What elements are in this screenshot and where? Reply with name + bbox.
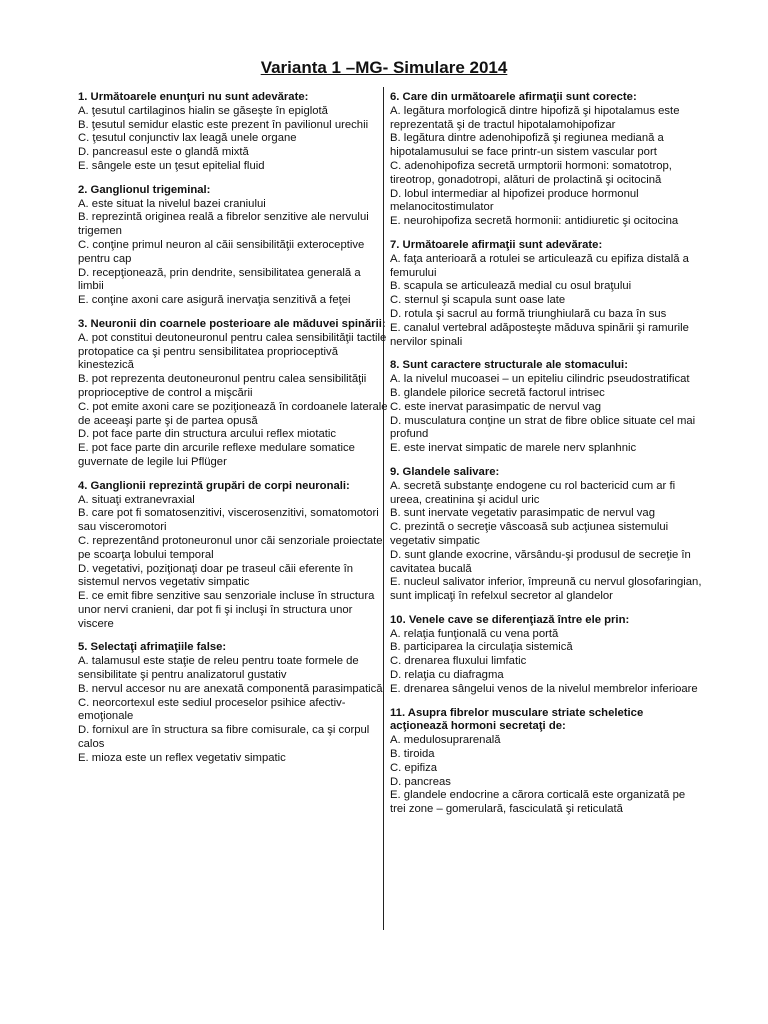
column-divider — [383, 87, 384, 930]
answer-option: C. drenarea fluxului limfatic — [390, 655, 527, 668]
answer-option: B. participarea la circulaţia sistemică — [390, 641, 573, 654]
answer-option: C. reprezentând protoneuronul unor căi senzoriale proiectate pe scoarţa lobului temporal — [78, 534, 383, 561]
answer-option: B. scapula se articulează medial cu osul braţului — [390, 280, 632, 293]
answer-option: E. pot face parte din arcurile reflexe medulare somatice guvernate de legile lui Pflüger — [78, 442, 355, 468]
answer-option: B. ţesutul semidur elastic este prezent în pavilionul urechii — [78, 118, 369, 131]
question-block — [78, 318, 388, 470]
question-title: 9. Glandele salivare: — [390, 465, 500, 478]
answer-option: E. ce emit fibre senzitive sau senzoriale incluse în structura unor nervi cranieni, dar pot fi şi incluşi în structura unor viscere — [78, 590, 375, 630]
answer-option: E. drenarea sângelui venos de la nivelul membrelor inferioare — [390, 682, 698, 695]
answer-option: E. glandele endocrine a cărora corticală este organizată pe trei zone – gomerulară, fasciculată şi reticulată — [390, 789, 686, 816]
answer-option: E. este inervat simpatic de marele nerv splanhnic — [390, 442, 637, 455]
answer-option: C. neorcortexul este sediul proceselor psihice afectiv-emoţionale — [78, 696, 346, 723]
answer-option: A. pot constitui deutoneuronul pentru calea sensibilităţii tactile protopatice ca şi pentru sensibilitatea proprioceptivă kinestezică — [78, 331, 387, 372]
question-title: 3. Neuronii din coarnele posterioare ale măduvei spinării: — [78, 317, 386, 330]
question-block — [390, 359, 702, 456]
answer-option: A. relaţia funţională cu vena portă — [390, 627, 559, 640]
answer-option: D. pot face parte din structura arcului reflex miotatic — [78, 428, 337, 441]
answer-option: E. sângele este un ţesut epitelial fluid — [78, 159, 265, 172]
question-title: 2. Ganglionul trigeminal: — [78, 183, 211, 196]
answer-option: E. nucleul salivator inferior, împreună cu nervul glosofaringian, sunt implicaţi în refelxul secretor al glandelor — [390, 576, 702, 603]
answer-option: E. conţine axoni care asigură inervaţia senzitivă a feţei — [78, 294, 351, 307]
answer-option: A. la nivelul mucoasei – un epiteliu cilindric pseudostratificat — [390, 373, 690, 386]
question-block — [390, 614, 702, 697]
answer-option: C. ţesutul conjunctiv lax leagă unele organe — [78, 132, 297, 145]
answer-option: C. adenohipofiza secretă urmptorii hormoni: somatotrop, tireotrop, gonadotropi, alături de prolactină şi ocitocină — [390, 159, 672, 186]
answer-option: C. este inervat parasimpatic de nervul vag — [390, 400, 601, 413]
answer-option: A. faţa anterioară a rotulei se articulează cu epifiza distală a femurului — [390, 252, 689, 279]
answer-option: C. sternul şi scapula sunt oase late — [390, 294, 566, 307]
question-title: 7. Următoarele afirmaţii sunt adevărate: — [390, 238, 603, 251]
question-title: 4. Ganglionii reprezintă grupări de corpi neuronali: — [78, 479, 350, 492]
answer-option: D. pancreas — [390, 775, 451, 788]
answer-option: D. relaţia cu diafragma — [390, 669, 504, 682]
answer-option: A. este situat la nivelul bazei craniului — [78, 197, 266, 210]
answer-option: D. sunt glande exocrine, vărsându-şi produsul de secreţie în cavitatea bucală — [390, 548, 691, 575]
question-title: 11. Asupra fibrelor musculare striate scheletice acţionează hormoni secretaţi de: — [390, 706, 644, 733]
answer-option: B. glandele pilorice secretă factorul intrisec — [390, 386, 605, 399]
question-block — [78, 480, 388, 632]
answer-option: A. legătura morfologică dintre hipofiză şi hipotalamus este reprezentată şi de tractul hipotalamohipofizar — [390, 104, 680, 131]
answer-option: B. tiroida — [390, 748, 435, 761]
question-block — [78, 184, 388, 308]
answer-option: E. neurohipofiza secretă hormonii: antidiuretic şi ocitocina — [390, 215, 679, 228]
answer-option: B. pot reprezenta deutoneuronul pentru calea sensibilităţii proprioceptive de control a mişcării — [78, 373, 367, 399]
answer-option: C. conţine primul neuron al căii sensibilităţii exteroceptive pentru cap — [78, 238, 365, 265]
answer-option: C. prezintă o secreţie vâscoasă sub acţiunea sistemului vegetativ simpatic — [390, 521, 669, 547]
answer-option: C. epifiza — [390, 761, 438, 774]
question-block — [390, 466, 702, 604]
right-column — [390, 91, 702, 827]
answer-option: D. vegetativi, poziţionaţi doar pe traseul căii eferente în sistemul nervos vegetativ simpatic — [78, 562, 354, 589]
page-title: Varianta 1 –MG- Simulare 2014 — [260, 58, 508, 77]
question-title: 1. Următoarele enunţuri nu sunt adevărate: — [78, 91, 309, 103]
left-column — [78, 91, 388, 776]
answer-option: B. care pot fi somatosenzitivi, viscerosenzitivi, somatomotori sau visceromotori — [78, 507, 379, 534]
answer-option: D. lobul intermediar al hipofizei produce hormonul melanocitostimulator — [390, 187, 639, 214]
answer-option: A. medulosuprarenală — [390, 734, 501, 747]
answer-option: A. talamusul este staţie de releu pentru toate formele de sensibilitate şi pentru analizatorul gustativ — [78, 655, 359, 682]
answer-option: B. reprezintă originea reală a fibrelor senzitive ale nervului trigemen — [78, 211, 369, 238]
question-block — [390, 239, 702, 349]
answer-option: A. situaţi extranevraxial — [78, 493, 195, 506]
answer-option: D. rotula şi sacrul au formă triunghiulară cu baza în sus — [390, 307, 667, 320]
answer-option: A. secretă substanţe endogene cu rol bactericid cum ar fi ureea, creatinina şi acidul uric — [390, 479, 676, 506]
answer-option: D. pancreasul este o glandă mixtă — [78, 146, 249, 159]
answer-option: B. sunt inervate vegetativ parasimpatic de nervul vag — [390, 507, 655, 520]
answer-option: B. nervul accesor nu are anexată componentă parasimpatică — [78, 682, 383, 695]
question-block — [390, 91, 702, 229]
question-block — [78, 91, 388, 174]
answer-option: D. fornixul are în structura sa fibre comisurale, ca şi corpul calos — [78, 724, 370, 751]
question-title: 6. Care din următoarele afirmaţii sunt corecte: — [390, 91, 637, 103]
question-block — [390, 707, 702, 817]
answer-option: E. mioza este un reflex vegetativ simpatic — [78, 751, 286, 764]
question-title: 10. Venele cave se diferenţiază între ele prin: — [390, 613, 630, 626]
answer-option: D. recepţionează, prin dendrite, sensibilitatea generală a limbii — [78, 266, 361, 293]
answer-option: B. legătura dintre adenohipofiză şi regiunea mediană a hipotalamusului se face printr-un sistem vascular port — [390, 132, 664, 159]
answer-option: A. ţesutul cartilaginos hialin se găseşte în epiglotă — [78, 104, 328, 117]
answer-option: E. canalul vertebral adăposteşte măduva spinării şi ramurile nervilor spinali — [390, 321, 689, 348]
answer-option: D. musculatura conţine un strat de fibre oblice situate cel mai profund — [390, 414, 696, 441]
question-title: 8. Sunt caractere structurale ale stomacului: — [390, 359, 628, 372]
question-block — [78, 641, 388, 765]
answer-option: C. pot emite axoni care se poziţionează în cordoanele laterale de aceeaşi parte şi de partea opusă — [78, 400, 388, 427]
question-title: 5. Selectaţi afrimaţiile false: — [78, 641, 227, 654]
